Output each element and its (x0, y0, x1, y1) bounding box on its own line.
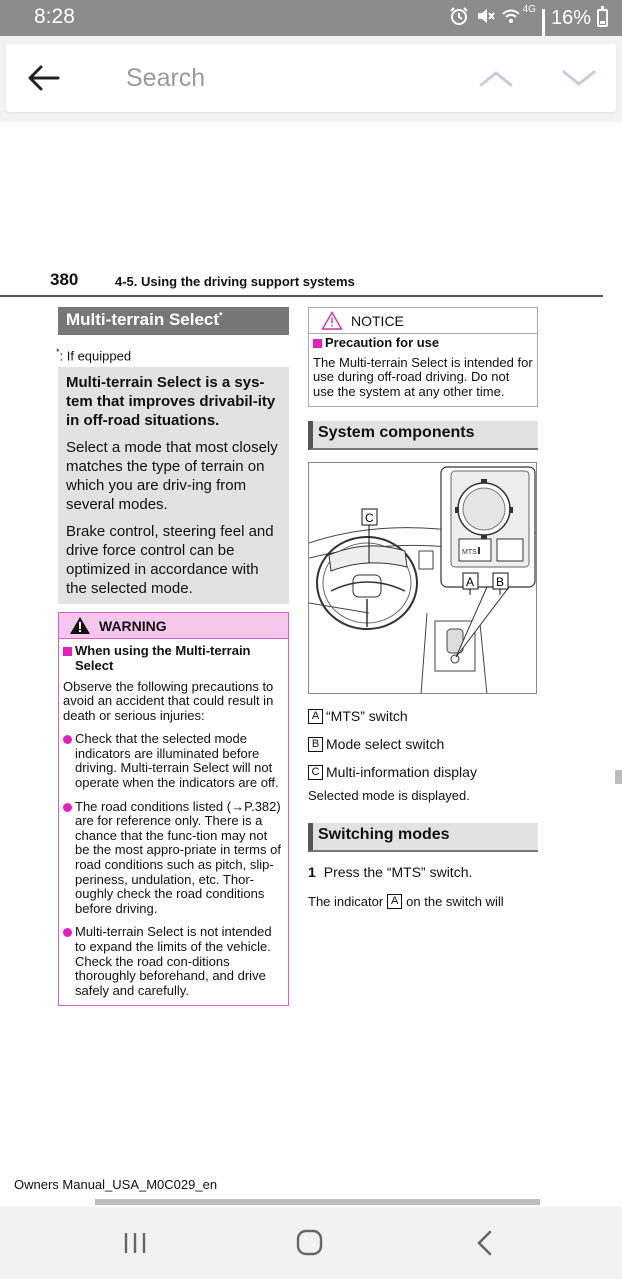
back-icon[interactable] (475, 1229, 493, 1257)
dot-bullet-icon (63, 735, 72, 744)
warning-label: WARNING (99, 617, 167, 634)
status-time: 8:28 (34, 5, 75, 28)
callout-b: B (496, 575, 505, 589)
notice-heading-text: Precaution for use (325, 335, 440, 350)
warning-bullet-text: The road conditions listed (→P.382) are for reference only. There is a chance that the func-tion may not be the most appro-priate in terms of road conditions such as pitch, slip-periness, undulation, etc. Thor-oughly check the road conditions before driving. (75, 798, 281, 916)
back-arrow-icon[interactable] (26, 63, 60, 93)
section-title (58, 307, 289, 335)
warning-bullet (63, 800, 284, 917)
warning-triangle-icon (69, 616, 91, 635)
search-bar (6, 44, 616, 112)
intro-box (58, 367, 289, 604)
system-nav-bar (0, 1207, 622, 1279)
legend-text: “MTS” switch (326, 708, 408, 724)
legend-key: C (308, 765, 323, 780)
warning-intro: Observe the following precautions to avoid an accident that could result in death or serious injuries: (63, 678, 274, 723)
battery-icon (597, 9, 608, 27)
legend-item (308, 702, 538, 730)
warning-heading-text: When using the Multi-terrain Select (75, 643, 251, 673)
paragraph-text-before: The indicator (308, 894, 384, 909)
intro-paragraph-2: Brake control, steering feel and drive force control can be optimized in accordance with the selected mode. (66, 523, 274, 598)
horizontal-scrollbar[interactable] (95, 1199, 540, 1205)
notice-label: NOTICE (351, 312, 404, 329)
step-paragraph (308, 894, 538, 909)
paragraph-text-after: on the switch will (406, 894, 504, 909)
step-item (308, 852, 538, 880)
legend-item (308, 758, 538, 786)
notice-header (309, 308, 537, 334)
notice-box (308, 307, 538, 407)
step-text: Press the “MTS” switch. (323, 864, 473, 880)
square-bullet-icon (313, 339, 322, 348)
legend-item (308, 730, 538, 758)
side-scroll-indicator[interactable] (615, 770, 622, 784)
warning-box (58, 612, 289, 1006)
footnote (56, 347, 289, 363)
section-heading-switching: Switching modes (308, 823, 538, 852)
notice-body (309, 334, 537, 406)
dot-bullet-icon (63, 928, 72, 937)
warning-bullet (63, 732, 284, 790)
dashboard-illustration (309, 463, 537, 694)
signal-icon (542, 9, 545, 27)
square-bullet-icon (63, 647, 72, 656)
document-footer: Owners Manual_USA_M0C029_en (14, 1177, 218, 1192)
alarm-icon (449, 6, 469, 31)
notice-text: The Multi-terrain Select is intended for use during off-road driving. Do not use the system at any other time. (313, 354, 533, 399)
legend-key: B (308, 737, 323, 752)
section-heading-components: System components (308, 421, 538, 450)
notice-heading (313, 336, 533, 351)
legend-text: Multi-information display (326, 764, 477, 780)
inline-key: A (387, 894, 402, 909)
legend-note: Selected mode is displayed. (308, 788, 470, 803)
warning-header (59, 613, 288, 639)
right-column (308, 307, 538, 909)
system-components-figure (308, 462, 537, 694)
dot-bullet-icon (63, 803, 72, 812)
status-bar (0, 0, 622, 36)
warning-bullet-text: Multi-terrain Select is not intended to expand the limits of the vehicle. Check the road con-ditions thoroughly beforehand, and drive safely and carefully. (75, 924, 272, 998)
network-label: 4G (522, 4, 536, 15)
warning-body (59, 639, 288, 1005)
search-toolbar (0, 36, 622, 122)
legend-key: A (308, 709, 323, 724)
wifi-icon (501, 6, 521, 31)
callout-a: A (466, 575, 475, 589)
intro-lead: Multi-terrain Select is a sys-tem that improves drivabil-ity in off-road situations. (66, 374, 276, 430)
chevron-down-icon[interactable] (561, 66, 597, 90)
mts-switch-label: MTS (462, 549, 477, 556)
left-column (58, 307, 289, 1006)
mute-icon (475, 6, 495, 31)
home-icon[interactable] (296, 1229, 323, 1256)
title-footnote-mark: * (219, 310, 223, 321)
intro-paragraph-1: Select a mode that most closely matches the type of terrain on which you are driv-ing from several modes. (66, 439, 278, 514)
page-number: 380 (50, 270, 79, 289)
figure-legend (308, 702, 538, 803)
warning-bullet (63, 925, 284, 998)
callout-c: C (365, 511, 374, 525)
battery-percent: 16% (550, 6, 591, 29)
chapter-heading: 4-5. Using the driving support systems (115, 274, 355, 289)
header-rule (0, 295, 603, 297)
warning-bullet-text: Check that the selected mode indicators are illuminated before driving. Multi-terrain Select will not operate when the indicators are off. (75, 731, 279, 791)
warning-heading (63, 644, 284, 673)
chevron-up-icon[interactable] (478, 66, 514, 90)
search-input[interactable] (126, 60, 426, 96)
status-icons (449, 4, 608, 32)
section-title-text: Multi-terrain Select (66, 310, 220, 329)
footnote-mark: * (56, 347, 60, 357)
recents-icon[interactable] (122, 1231, 148, 1255)
step-number: 1 (308, 864, 316, 880)
document-page (0, 122, 622, 1207)
footnote-text: : If equipped (59, 348, 132, 364)
notice-triangle-icon (321, 311, 343, 330)
legend-text: Mode select switch (326, 736, 445, 752)
